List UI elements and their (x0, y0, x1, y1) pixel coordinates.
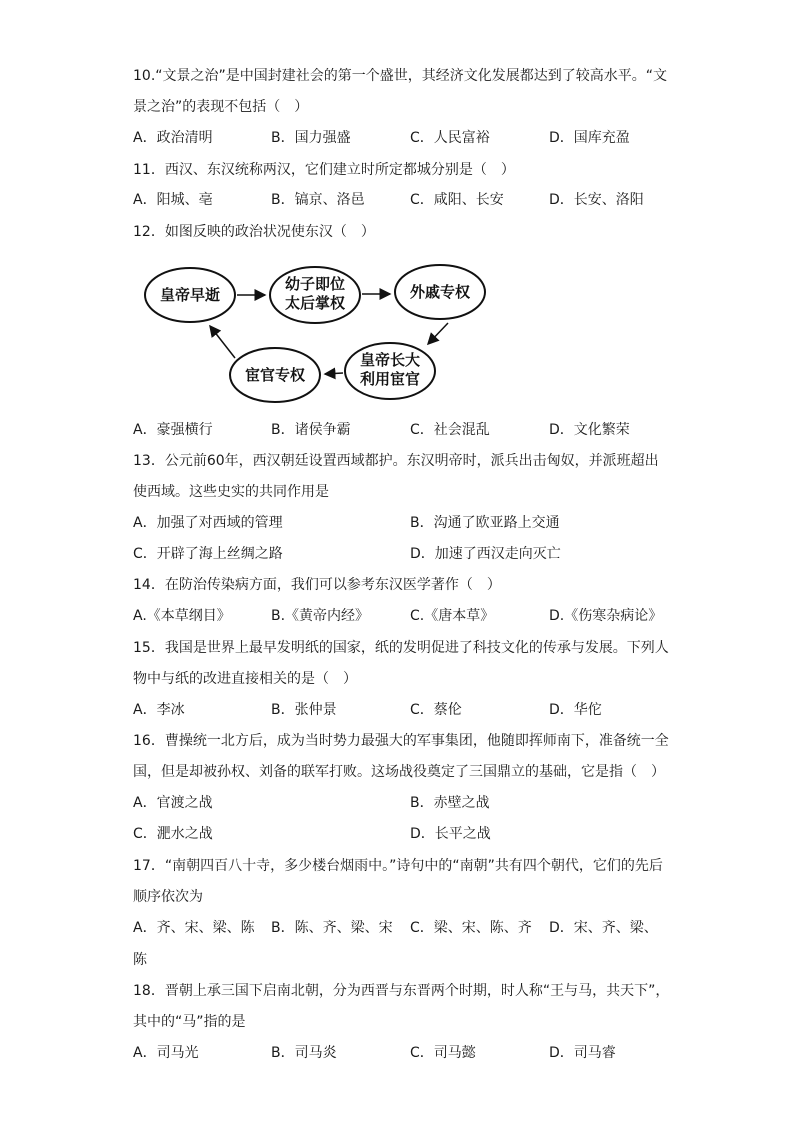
q18-option-a: A．司马光 (133, 1045, 199, 1061)
q15-option-d: D．华佗 (549, 702, 602, 718)
q14-option-b: B.《黄帝内经》 (271, 608, 370, 624)
q12-option-d: D．文化繁荣 (549, 422, 630, 438)
question-16-line-1: 16．曹操统一北方后，成为当时势力最强大的军事集团，他随即挥师南下，准备统一全 (133, 733, 669, 749)
q13-option-b: B．沟通了欧亚路上交通 (410, 515, 560, 531)
node-emperor-dies-early (145, 268, 235, 322)
q11-option-c: C．咸阳、长安 (410, 192, 504, 208)
question-16-line-2: 国，但是却被孙权、刘备的联军打败。这场战役奠定了三国鼎立的基础，它是指（ ） (133, 764, 665, 780)
node-label: 利用宦官 (359, 370, 421, 388)
node-label: 外戚专权 (409, 283, 471, 301)
q16-option-a: A．官渡之战 (133, 795, 213, 811)
q14-option-d: D.《伤寒杂病论》 (549, 608, 663, 624)
q17-option-a: A．齐、宋、梁、陈 (133, 920, 255, 936)
q12-option-a: A．豪强横行 (133, 422, 213, 438)
question-14-line-1: 14．在防治传染病方面，我们可以参考东汉医学著作（ ） (133, 577, 501, 593)
q14-option-c: C.《唐本草》 (410, 608, 495, 624)
node-label: 太后掌权 (284, 294, 346, 312)
q16-option-c: C．淝水之战 (133, 826, 213, 842)
q11-option-d: D．长安、洛阳 (549, 192, 644, 208)
question-17-line-1: 17．“南朝四百八十寺，多少楼台烟雨中。”诗句中的“南朝”共有四个朝代，它们的先后 (133, 858, 663, 874)
q15-option-b: B．张仲景 (271, 702, 337, 718)
q15-option-c: C．蔡伦 (410, 702, 462, 718)
eastern-han-politics-cycle-diagram (140, 255, 500, 405)
q10-option-a: A．政治清明 (133, 130, 213, 146)
q17-option-c: C．梁、宋、陈、齐 (410, 920, 532, 936)
node-label: 皇帝长大 (359, 351, 421, 369)
node-consort-clan-power (395, 265, 485, 319)
question-11-line-1: 11．西汉、东汉统称两汉，它们建立时所定都城分别是（ ） (133, 162, 515, 178)
question-18-line-2: 其中的“马”指的是 (133, 1014, 246, 1030)
q16-option-b: B．赤壁之战 (410, 795, 490, 811)
node-young-heir-empress-dowager (270, 267, 360, 323)
q10-option-c: C．人民富裕 (410, 130, 490, 146)
q14-option-a: A.《本草纲目》 (133, 608, 231, 624)
q18-option-c: C．司马懿 (410, 1045, 476, 1061)
q13-option-a: A．加强了对西域的管理 (133, 515, 283, 531)
q18-option-d: D．司马睿 (549, 1045, 616, 1061)
question-12-line-1: 12．如图反映的政治状况使东汉（ ） (133, 224, 375, 240)
q17-option-d: D．宋、齐、梁、 (549, 920, 658, 936)
q15-option-a: A．李冰 (133, 702, 185, 718)
question-18-line-1: 18．晋朝上承三国下启南北朝，分为西晋与东晋两个时期，时人称“王与马，共天下”， (133, 983, 670, 999)
q17-option-b: B．陈、齐、梁、宋 (271, 920, 393, 936)
arrow-3-to-4 (428, 323, 448, 344)
q12-option-c: C．社会混乱 (410, 422, 490, 438)
node-label: 宦官专权 (244, 366, 306, 384)
arrow-4-to-5 (325, 373, 343, 374)
question-10-line-2: 景之治”的表现不包括（ ） (133, 99, 309, 115)
question-17-line-2: 顺序依次为 (133, 889, 203, 905)
q11-option-a: A．阳城、亳 (133, 192, 213, 208)
node-label: 幼子即位 (284, 275, 346, 293)
question-13-line-2: 使西域。这些史实的共同作用是 (133, 484, 329, 500)
q11-option-b: B．镐京、洛邑 (271, 192, 365, 208)
q17-option-d-wrap: 陈 (133, 952, 147, 968)
q10-option-b: B．国力强盛 (271, 130, 351, 146)
q12-option-b: B．诸侯争霸 (271, 422, 351, 438)
q18-option-b: B．司马炎 (271, 1045, 337, 1061)
q10-option-d: D．国库充盈 (549, 130, 630, 146)
q16-option-d: D．长平之战 (410, 826, 491, 842)
node-grown-emperor-uses-eunuchs (345, 343, 435, 399)
question-15-line-1: 15．我国是世界上最早发明纸的国家，纸的发明促进了科技文化的传承与发展。下列人 (133, 640, 669, 656)
q13-option-c: C．开辟了海上丝绸之路 (133, 546, 283, 562)
arrow-5-to-1 (210, 326, 235, 358)
node-label: 皇帝早逝 (159, 286, 221, 304)
node-eunuch-power (230, 348, 320, 402)
q13-option-d: D．加速了西汉走向灭亡 (410, 546, 561, 562)
question-10-line-1: 10.“文景之治”是中国封建社会的第一个盛世，其经济文化发展都达到了较高水平。“文 (133, 68, 668, 84)
question-13-line-1: 13．公元前60年，西汉朝廷设置西域都护。东汉明帝时，派兵出击匈奴，并派班超出 (133, 453, 659, 469)
question-15-line-2: 物中与纸的改进直接相关的是（ ） (133, 671, 357, 687)
